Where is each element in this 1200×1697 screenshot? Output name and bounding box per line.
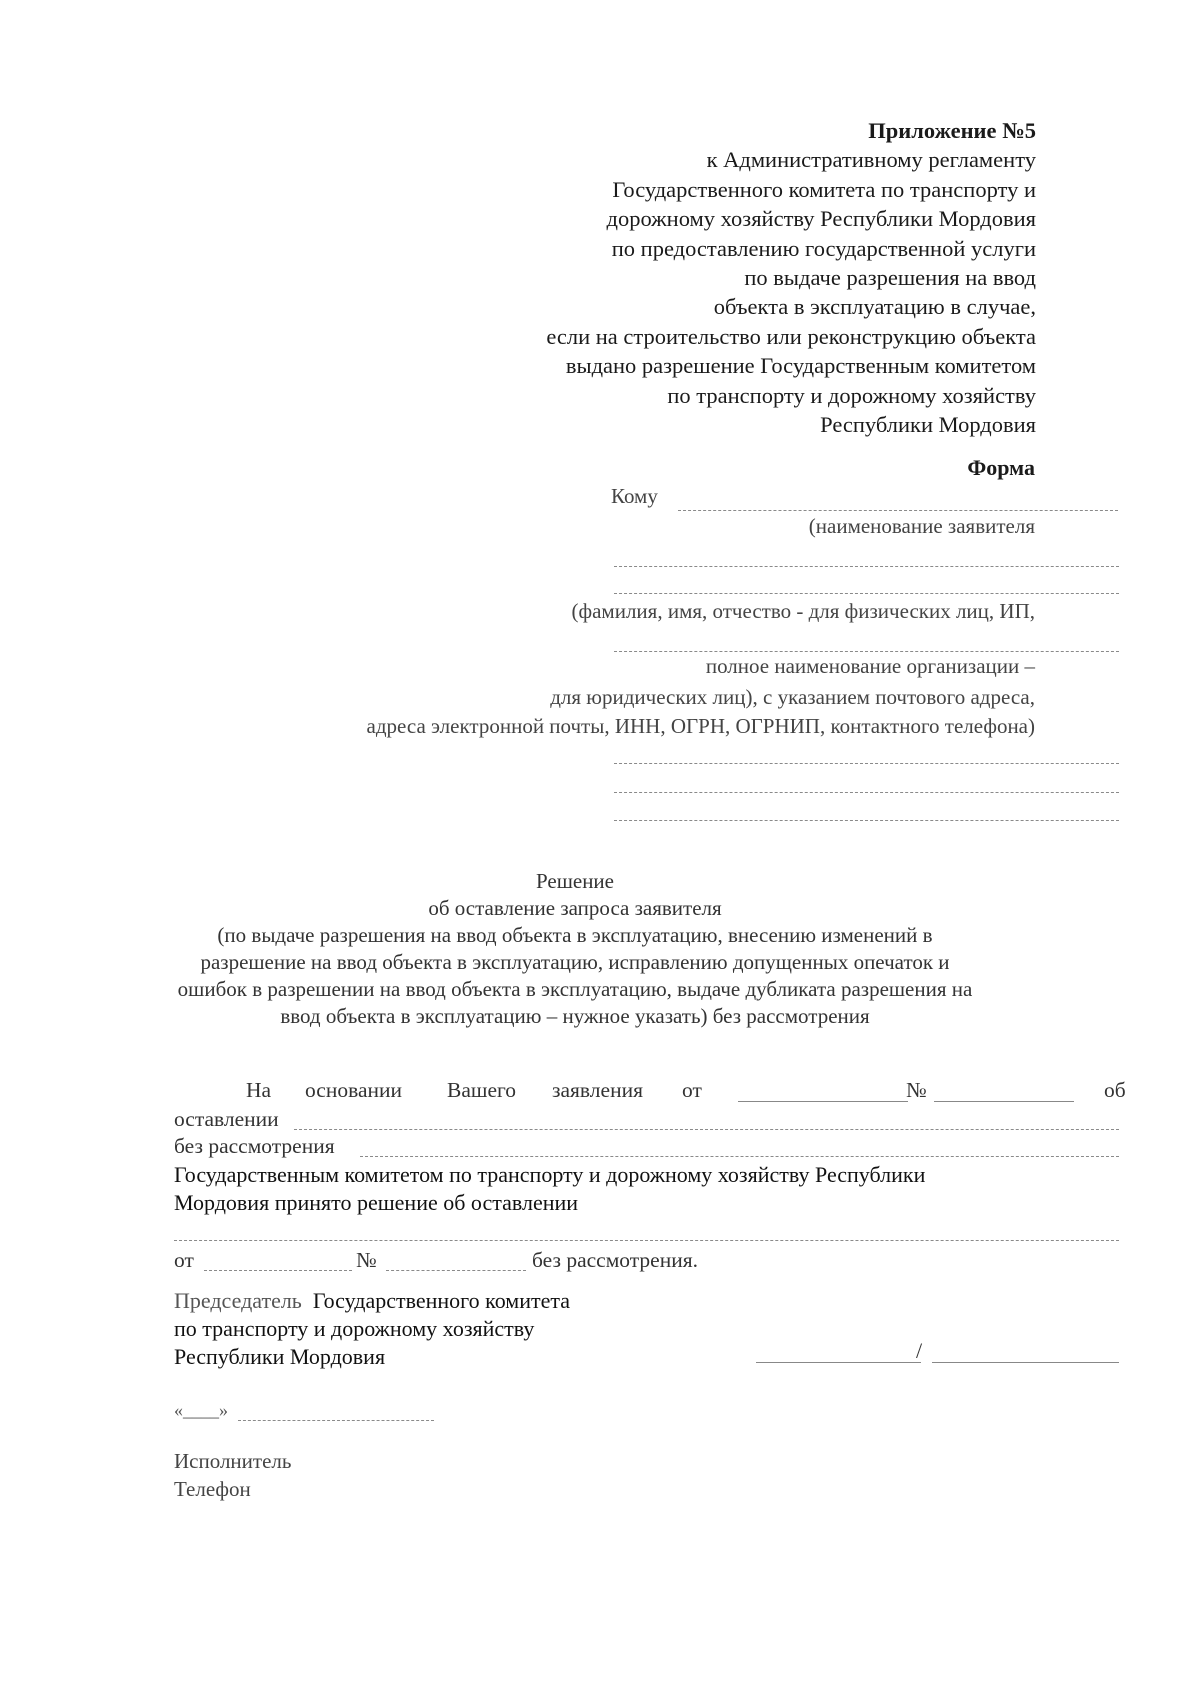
- appendix-header: [416, 116, 1036, 439]
- form-label: Форма: [967, 455, 1035, 480]
- blank-line: [294, 1129, 1119, 1130]
- recipient-blank-line: [614, 651, 1119, 652]
- appendix-line: если на строительство или реконструкцию объекта: [546, 323, 1036, 349]
- recipient-blank-line: [614, 566, 1119, 567]
- body-word: На: [246, 1078, 272, 1102]
- signature-block: [174, 1287, 570, 1371]
- appendix-line: к Административному регламенту: [706, 147, 1036, 173]
- executor-block: [174, 1447, 291, 1503]
- date-blank-line: [238, 1420, 434, 1421]
- recipient-blank-line: [614, 820, 1119, 821]
- body-text: оставлении: [174, 1107, 279, 1131]
- recipient-org-caption: для юридических лиц), с указанием почтового адреса,: [550, 685, 1035, 709]
- recipient-name-line: [678, 510, 1118, 511]
- body-word: Вашего: [447, 1078, 517, 1102]
- decision-number-field: [386, 1270, 526, 1271]
- signature-slash: /: [916, 1338, 923, 1363]
- decision-title-block: [150, 868, 1000, 1030]
- body-text: без рассмотрения: [174, 1134, 335, 1158]
- body-word: заявления: [552, 1078, 643, 1102]
- appendix-line: дорожному хозяйству Республики Мордовия: [606, 206, 1036, 232]
- date-placeholder: «____»: [174, 1400, 228, 1420]
- body-word: от: [174, 1248, 194, 1272]
- body-text: Государственным комитетом по транспорту и дорожному хозяйству Республики: [174, 1162, 926, 1187]
- body-word: об: [1104, 1078, 1126, 1102]
- body-text: Мордовия принято решение об оставлении: [174, 1190, 579, 1215]
- decision-detail-line: ошибок в разрешении на ввод объекта в эксплуатацию, выдаче дубликата разрешения на: [177, 977, 973, 1001]
- appendix-line: выдано разрешение Государственным комитетом: [565, 353, 1036, 379]
- signature-role: Председатель: [174, 1288, 302, 1313]
- decision-title: Решение: [535, 869, 614, 893]
- number-sign: №: [906, 1078, 927, 1102]
- recipient-blank-line: [614, 763, 1119, 764]
- body-word: основании: [305, 1078, 403, 1102]
- decision-detail-line: (по выдаче разрешения на ввод объекта в эксплуатацию, внесению изменений в: [217, 923, 933, 947]
- blank-line: [174, 1240, 1119, 1241]
- executor-label: Исполнитель: [174, 1449, 292, 1473]
- body-text: без рассмотрения.: [532, 1248, 699, 1272]
- number-sign: №: [356, 1248, 377, 1272]
- decision-subtitle: об оставление запроса заявителя: [428, 896, 722, 920]
- appendix-line: Государственного комитета по транспорту и: [612, 176, 1036, 202]
- signature-line: [756, 1362, 921, 1363]
- recipient-blank-line: [614, 593, 1119, 594]
- appendix-heading: Приложение №5: [868, 118, 1036, 143]
- decision-date-field: [204, 1270, 352, 1271]
- appendix-line: Республики Мордовия: [820, 412, 1036, 438]
- signature-role: по транспорту и дорожному хозяйству: [174, 1316, 535, 1341]
- recipient-blank-line: [614, 792, 1119, 793]
- decision-detail-line: разрешение на ввод объекта в эксплуатацию, исправлению допущенных опечаток и: [200, 950, 950, 974]
- appendix-line: по выдаче разрешения на ввод: [744, 265, 1036, 291]
- signature-name-line: [932, 1362, 1119, 1363]
- blank-line: [360, 1156, 1119, 1157]
- signature-role: Государственного комитета: [312, 1288, 571, 1313]
- application-date-field: [738, 1101, 908, 1102]
- recipient-fio-caption: (фамилия, имя, отчество - для физических лиц, ИП,: [571, 599, 1035, 623]
- recipient-name-caption: (наименование заявителя: [808, 514, 1035, 538]
- body-word: от: [682, 1078, 702, 1102]
- application-number-field: [934, 1101, 1074, 1102]
- decision-detail-line: ввод объекта в эксплуатацию – нужное указать) без рассмотрения: [280, 1004, 870, 1028]
- recipient-org-caption: полное наименование организации –: [705, 654, 1035, 678]
- appendix-line: объекта в эксплуатацию в случае,: [713, 294, 1036, 320]
- appendix-line: по транспорту и дорожному хозяйству: [667, 382, 1036, 408]
- signature-role: Республики Мордовия: [174, 1344, 386, 1369]
- appendix-line: по предоставлению государственной услуги: [611, 235, 1036, 261]
- recipient-org-caption: адреса электронной почты, ИНН, ОГРН, ОГРНИП, контактного телефона): [366, 714, 1035, 738]
- recipient-label: Кому: [611, 484, 658, 508]
- phone-label: Телефон: [174, 1477, 251, 1501]
